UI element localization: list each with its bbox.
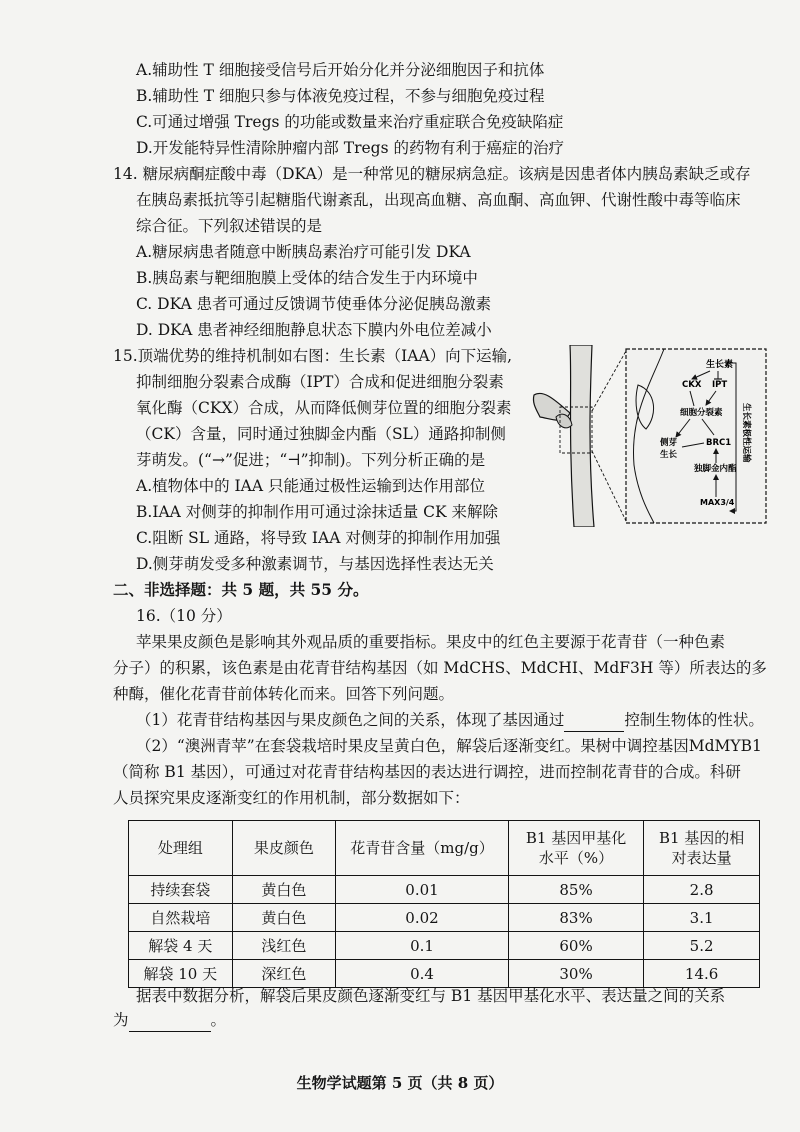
q14-stem-line2: 在胰岛素抵抗等引起糖脂代谢紊乱，出现高血糖、高血酮、高血钾、代谢性酸中毒等临床	[136, 191, 741, 209]
table-cell: 0.02	[336, 904, 509, 932]
label-polar-transport: 生长素极性运输	[741, 403, 751, 463]
q14-stem-line1: 14. 糖尿病酮症酸中毒（DKA）是一种常见的糖尿病急症。该病是因患者体内胰岛素缺乏或存	[113, 165, 751, 183]
q16-intro-line2: 分子）的积累，该色素是由花青苷结构基因（如 MdCHS、MdCHI、MdF3H 等）所表达的多	[113, 659, 767, 677]
q16-intro-line1: 苹果果皮颜色是影响其外观品质的重要指标。果皮中的红色主要源于花青苷（一种色素	[136, 633, 726, 651]
q16-part2-line1: （2）“澳洲青苹”在套袋栽培时果皮呈黄白色，解袋后逐渐变红。果树中调控基因MdMYB1	[136, 737, 762, 755]
q15-stem-line1: 15.顶端优势的维持机制如右图：生长素（IAA）向下运输,	[113, 347, 513, 365]
table-cell: 解袋 4 天	[129, 932, 233, 960]
label-max34: MAX3/4	[700, 498, 735, 507]
q14-option-a: A.糖尿病患者随意中断胰岛素治疗可能引发 DKA	[136, 243, 471, 261]
q13-option-d: D.开发能特异性清除肿瘤内部 Tregs 的药物有利于癌症的治疗	[136, 139, 564, 157]
q16-heading: 16.（10 分）	[136, 607, 232, 625]
table-header-cell: B1 基因甲基化 水平（%）	[508, 821, 643, 876]
q16-analysis-text-a: 为	[113, 1011, 129, 1029]
label-ipt: IPT	[712, 380, 728, 390]
q16-table-analysis-line2	[113, 1008, 226, 1032]
table-cell: 黄白色	[232, 904, 335, 932]
q16-analysis-blank[interactable]	[129, 1013, 211, 1032]
table-cell: 持续套袋	[129, 876, 233, 904]
table-cell: 5.2	[644, 932, 760, 960]
bud-small-shape	[556, 414, 572, 428]
apical-dominance-diagram	[530, 345, 770, 527]
table-cell: 0.1	[336, 932, 509, 960]
table-cell: 0.01	[336, 876, 509, 904]
table-row	[129, 932, 760, 960]
table-cell: 3.1	[644, 904, 760, 932]
q16-table-analysis-line1: 据表中数据分析，解袋后果皮颜色逐渐变红与 B1 基因甲基化水平、表达量之间的关系	[136, 987, 726, 1005]
q16-analysis-text-b: 。	[210, 1011, 227, 1029]
q14-option-c: C. DKA 患者可通过反馈调节使垂体分泌促胰岛激素	[136, 295, 492, 313]
section-heading: 二、非选择题：共 5 题，共 55 分。	[113, 580, 369, 599]
table-cell: 85%	[508, 876, 643, 904]
zoom-connector-bottom	[592, 451, 626, 521]
label-auxin: 生长素	[706, 360, 734, 370]
q16-part2-line2: （简称 B1 基因），可通过对花青苷结构基因的表达进行调控，进而控制花青苷的合成。科研	[113, 763, 741, 781]
label-strigolactone: 独脚金内酯	[694, 464, 737, 474]
label-lateral-bud-growth-2: 生长	[660, 450, 678, 460]
table-cell: 自然栽培	[129, 904, 233, 932]
q16-part1	[136, 708, 764, 732]
q14-option-b: B.胰岛素与靶细胞膜上受体的结合发生于内环境中	[136, 269, 478, 287]
table-header-cell: 果皮颜色	[232, 821, 335, 876]
q15-option-b: B.IAA 对侧芽的抑制作用可通过涂抹适量 CK 来解除	[136, 503, 499, 521]
table-cell: 深红色	[232, 960, 335, 988]
table-cell: 30%	[508, 960, 643, 988]
label-cytokinin: 细胞分裂素	[680, 408, 723, 418]
table-header-cell: 处理组	[129, 821, 233, 876]
page-footer: 生物学试题第 5 页（共 8 页）	[296, 1074, 504, 1092]
q13-option-a: A.辅助性 T 细胞接受信号后开始分化并分泌细胞因子和抗体	[136, 61, 545, 79]
zoom-connector-top	[592, 351, 626, 411]
table-cell: 浅红色	[232, 932, 335, 960]
q15-option-a: A.植物体中的 IAA 只能通过极性运输到达作用部位	[136, 477, 485, 495]
table-cell: 0.4	[336, 960, 509, 988]
q14-option-d: D. DKA 患者神经细胞静息状态下膜内外电位差减小	[136, 321, 492, 339]
q13-option-c: C.可通过增强 Tregs 的功能或数量来治疗重症联合免疫缺陷症	[136, 113, 564, 131]
table-cell: 2.8	[644, 876, 760, 904]
q14-stem-line3: 综合征。下列叙述错误的是	[136, 217, 323, 235]
label-brc1: BRC1	[706, 438, 732, 448]
stem-shape	[570, 345, 594, 527]
q15-stem-line5: 芽萌发。(“→”促进；“⊣”抑制)。下列分析正确的是	[136, 451, 486, 469]
table-row	[129, 876, 760, 904]
q16-part2-line3: 人员探究果皮逐渐变红的作用机制，部分数据如下：	[113, 789, 470, 807]
q15-stem-line3: 氧化酶（CKX）合成，从而降低侧芽位置的细胞分裂素	[136, 399, 512, 417]
label-ckx: CKX	[682, 380, 702, 390]
table-cell: 黄白色	[232, 876, 335, 904]
q16-part1-blank[interactable]	[564, 713, 624, 732]
q16-part1-text-b: 控制生物体的性状。	[624, 711, 764, 729]
q15-stem-line2: 抑制细胞分裂素合成酶（IPT）合成和促进细胞分裂素	[136, 373, 504, 391]
q15-option-c: C.阻断 SL 通路，将导致 IAA 对侧芽的抑制作用加强	[136, 529, 501, 547]
table-cell: 14.6	[644, 960, 760, 988]
table-header-cell: 花青苷含量（mg/g）	[336, 821, 509, 876]
table-row	[129, 904, 760, 932]
table-cell: 解袋 10 天	[129, 960, 233, 988]
table-header-row	[129, 821, 760, 876]
table-cell: 60%	[508, 932, 643, 960]
table-cell: 83%	[508, 904, 643, 932]
q15-option-d: D.侧芽萌发受多种激素调节，与基因选择性表达无关	[136, 555, 494, 573]
methylation-data-table	[128, 820, 760, 988]
label-lateral-bud-growth-1: 侧芽	[660, 438, 678, 448]
q13-option-b: B.辅助性 T 细胞只参与体液免疫过程，不参与细胞免疫过程	[136, 87, 545, 105]
q16-part1-text-a: （1）花青苷结构基因与果皮颜色之间的关系，体现了基因通过	[136, 711, 565, 729]
table-header-cell: B1 基因的相 对表达量	[644, 821, 760, 876]
q16-intro-line3: 种酶，催化花青苷前体转化而来。回答下列问题。	[113, 685, 455, 703]
q15-stem-line4: （CK）含量，同时通过独脚金内酯（SL）通路抑制侧	[136, 425, 506, 443]
